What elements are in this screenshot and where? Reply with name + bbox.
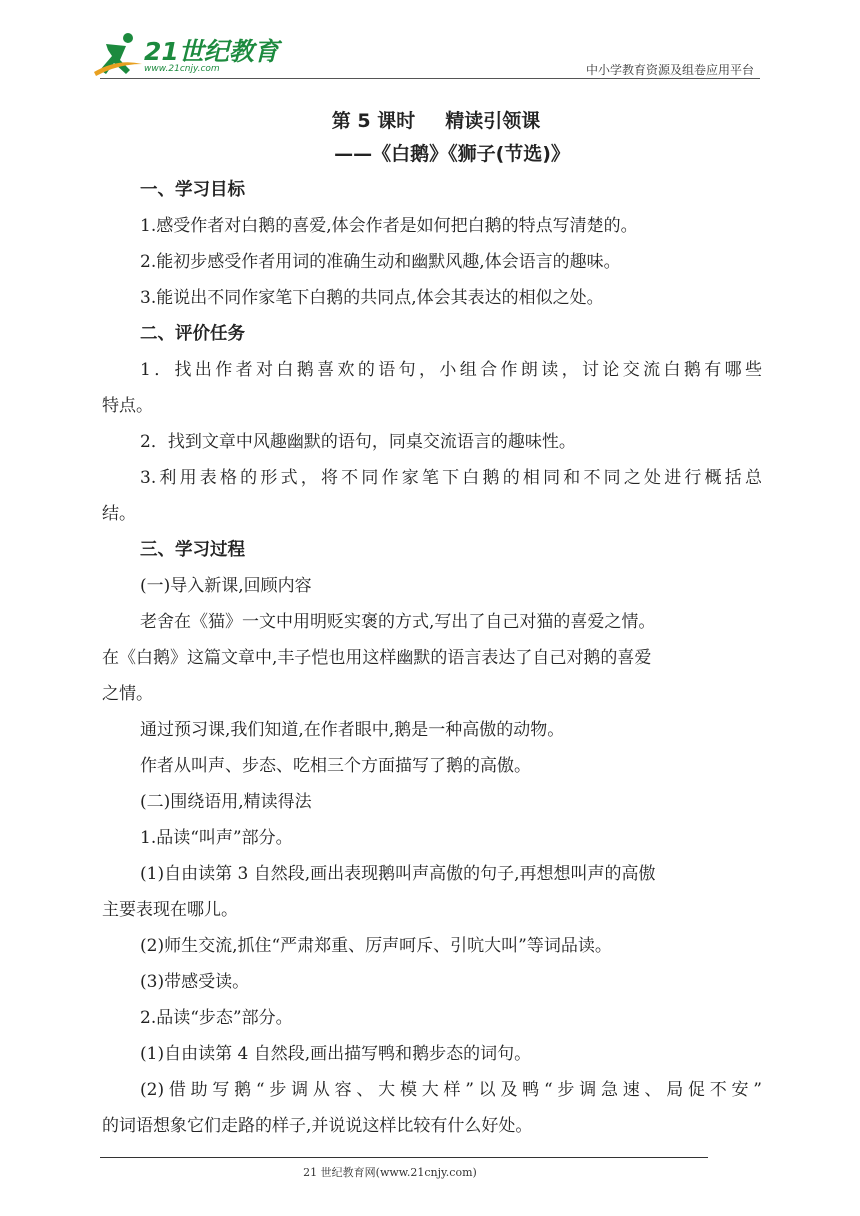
platform-name: 中小学教育资源及组卷应用平台 <box>585 63 754 77</box>
document-body <box>102 106 762 1144</box>
running-figure-icon <box>92 30 144 82</box>
text-line: (2)借助写鹅“步调从容、大模大样”以及鸭“步调急速、局促不安” <box>140 1080 762 1100</box>
page-footer[interactable] <box>0 1164 860 1180</box>
lesson-subtitle: ——《白鹅》《狮子(节选)》 <box>334 143 570 165</box>
text-line: 在《白鹅》这篇文章中,丰子恺也用这样幽默的语言表达了自己对鹅的喜爱 <box>102 648 652 668</box>
text-line: (二)围绕语用,精读得法 <box>140 792 312 812</box>
text-line: (2)师生交流,抓住“严肃郑重、厉声呵斥、引吭大叫”等词品读。 <box>140 936 612 956</box>
text-line: 2．找到文章中风趣幽默的语句，同桌交流语言的趣味性。 <box>140 432 576 452</box>
site-logo[interactable] <box>92 30 279 82</box>
text-line: 特点。 <box>102 396 153 416</box>
text-line: (1)自由读第 4 自然段,画出描写鸭和鹅步态的词句。 <box>140 1044 532 1064</box>
lesson-type: 精读引领课 <box>445 110 541 132</box>
section-heading: 二、评价任务 <box>140 324 245 344</box>
text-line: 的词语想象它们走路的样子,并说说这样比较有什么好处。 <box>102 1116 533 1136</box>
section-heading: 一、学习目标 <box>140 180 245 200</box>
text-line: 1.品读“叫声”部分。 <box>140 828 293 848</box>
text-lines <box>102 172 762 1144</box>
lesson-title <box>102 106 762 136</box>
text-line: (一)导入新课,回顾内容 <box>140 576 312 596</box>
text-line: 主要表现在哪儿。 <box>102 900 238 920</box>
text-line: 3.能说出不同作家笔下白鹅的共同点,体会其表达的相似之处。 <box>140 288 604 308</box>
text-line: 2.能初步感受作者用词的准确生动和幽默风趣,体会语言的趣味。 <box>140 252 621 272</box>
footer-divider <box>100 1157 708 1158</box>
text-line: 通过预习课,我们知道,在作者眼中,鹅是一种高傲的动物。 <box>140 720 565 740</box>
header-divider <box>100 78 760 79</box>
text-line: 老舍在《猫》一文中用明贬实褒的方式,写出了自己对猫的喜爱之情。 <box>140 612 656 632</box>
text-line: 作者从叫声、步态、吃相三个方面描写了鹅的高傲。 <box>140 756 531 776</box>
section-heading: 三、学习过程 <box>140 540 245 560</box>
text-line: 2.品读“步态”部分。 <box>140 1008 293 1028</box>
lesson-number: 第 5 课时 <box>331 110 416 132</box>
text-line: 结。 <box>102 504 136 524</box>
logo-url: www.21cnjy.com <box>144 64 220 74</box>
text-line: (1)自由读第 3 自然段,画出表现鹅叫声高傲的句子,再想想叫声的高傲 <box>140 864 656 884</box>
text-line: 3.利用表格的形式，将不同作家笔下白鹅的相同和不同之处进行概括总 <box>140 468 762 488</box>
footer-text: 21 世纪教育网(www.21cnjy.com) <box>303 1166 477 1179</box>
text-line: 1．找出作者对白鹅喜欢的语句，小组合作朗读，讨论交流白鹅有哪些 <box>140 360 762 380</box>
text-line: 1.感受作者对白鹅的喜爱,体会作者是如何把白鹅的特点写清楚的。 <box>140 216 638 236</box>
page-header <box>0 0 860 90</box>
text-line: (3)带感受读。 <box>140 972 250 992</box>
logo-text: 21世纪教育 <box>144 37 279 66</box>
text-line: 之情。 <box>102 684 153 704</box>
